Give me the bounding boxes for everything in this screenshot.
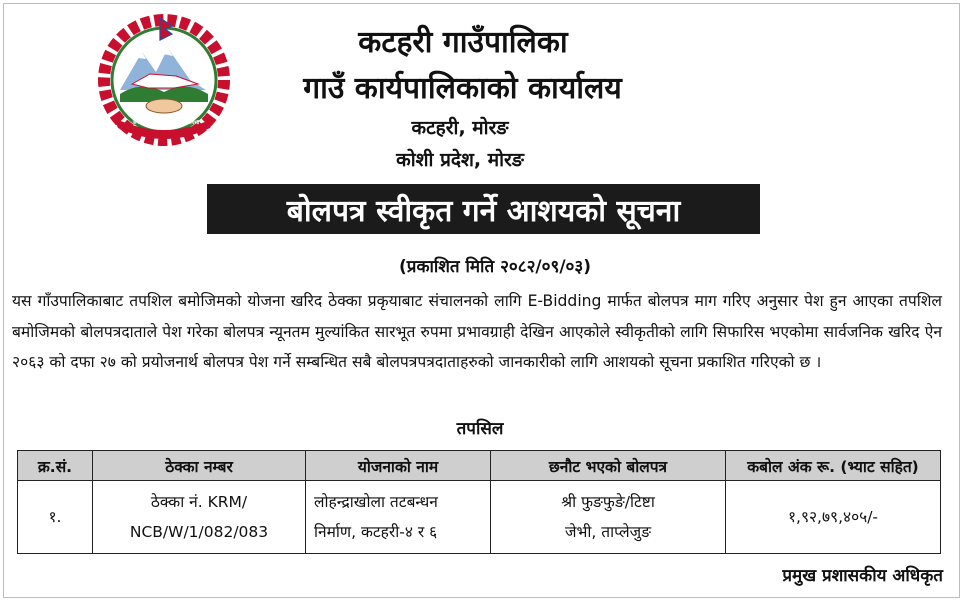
bidder-line-1: श्री फुङफुङे/टिष्टा	[561, 493, 655, 511]
published-date: (प्रकाशित मिति २०८२/०९/०३)	[399, 257, 591, 277]
project-line-1: लोहन्द्राखोला तटबन्धन	[314, 493, 438, 511]
cell-sn: १.	[18, 481, 93, 554]
office-province: कोशी प्रदेश, मोरङ	[396, 149, 524, 171]
contract-line-2: NCB/W/1/082/083	[129, 523, 269, 541]
table-header-row	[18, 451, 941, 481]
notice-title-banner	[207, 184, 760, 234]
project-line-2: निर्माण, कटहरी-४ र ६	[314, 523, 438, 541]
office-title: गाउँ कार्यपालिकाको कार्यालय	[303, 71, 622, 106]
signatory: प्रमुख प्रशासकीय अधिकृत	[782, 566, 943, 586]
notice-body: यस गाँउपालिकाबाट तपशिल बमोजिमको योजना खरिद ठेक्का प्रकृयाबाट संचालनको लागि E-Bidding मार्फत बोलपत्र माग गरिए अनुसार पेश हुन आएका तपशिल बमोजिमको बोलपत्रदाताले पेश गरेका बोलपत्र न्यूनतम मुल्यांकित सारभूत रुपमा प्रभावग्राही देखिन आएकोले स्वीकृतीको लागि सिफारिस भएकोमा सार्वजनिक खरिद ऐन २०६३ को दफा २७ को प्रयोजनार्थ बोलपत्र पेश गर्ने सम्बन्धित सबै बोलपत्रपत्रदाताहरुको जानकारीको लागि आशयको सूचना प्रकाशित गरिएको छ ।	[12, 292, 942, 371]
nepal-emblem-icon	[98, 14, 230, 146]
col-header-amount: कबोल अंक रू. (भ्याट सहित)	[726, 451, 941, 481]
cell-contract	[93, 481, 306, 554]
contract-line-1: ठेक्का नं. KRM/	[150, 493, 248, 511]
col-header-contract: ठेक्का नम्बर	[93, 451, 306, 481]
col-header-sn: क्र.सं.	[18, 451, 93, 481]
cell-amount: १,९२,७९,४०५/-	[726, 481, 941, 554]
schedule-heading: तपसिल	[456, 419, 504, 439]
schedule-table	[17, 450, 941, 554]
col-header-project: योजनाको नाम	[306, 451, 491, 481]
cell-bidder	[491, 481, 726, 554]
office-name: कटहरी गाउँपालिका	[358, 25, 568, 60]
office-location: कटहरी, मोरङ	[411, 117, 509, 139]
emblem-caption: जननी जन्मभूमिश्च स्वर्गादपि गरीयसी	[132, 120, 200, 126]
notice-title: बोलपत्र स्वीकृत गर्ने आशयको सूचना	[286, 193, 681, 229]
cell-project	[306, 481, 491, 554]
bidder-line-2: जेभी, ताप्लेजुङ	[564, 523, 652, 541]
table-row	[18, 481, 941, 554]
col-header-bidder: छनौट भएको बोलपत्र	[491, 451, 726, 481]
